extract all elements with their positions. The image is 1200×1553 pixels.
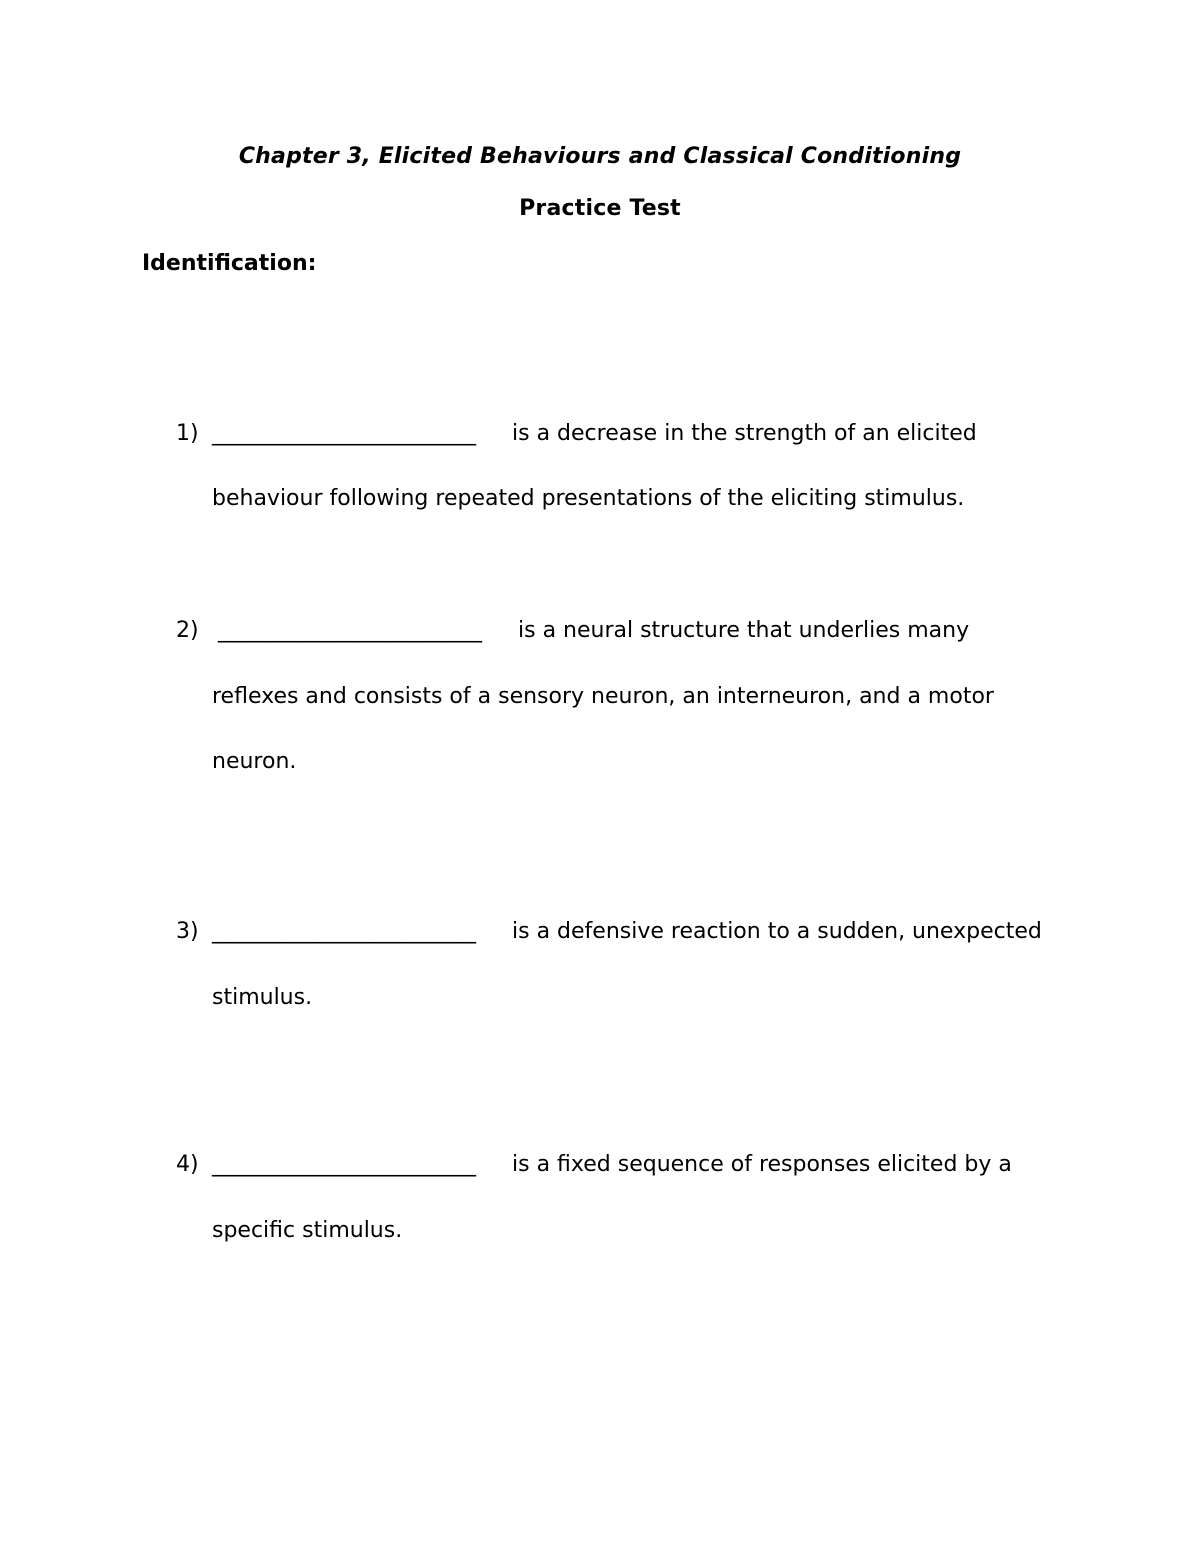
document-title: Chapter 3, Elicited Behaviours and Classical Conditioning [238, 144, 962, 169]
question-text-continued: stimulus. [212, 985, 313, 1010]
question-text-continued: specific stimulus. [212, 1218, 403, 1243]
question-text-continued: reflexes and consists of a sensory neuron, an interneuron, and a motor [212, 684, 994, 709]
question-text: is a decrease in the strength of an elicited [512, 421, 977, 446]
question-number: 2) [176, 618, 199, 643]
answer-blank: ________________________ [212, 1152, 476, 1177]
question-number: 4) [176, 1152, 199, 1177]
document-subtitle: Practice Test [519, 196, 681, 221]
question-text: is a defensive reaction to a sudden, unexpected [512, 919, 1042, 944]
answer-blank: ________________________ [218, 618, 482, 643]
question-text: is a neural structure that underlies many [518, 618, 970, 643]
question-number: 3) [176, 919, 199, 944]
question-text: is a fixed sequence of responses elicited by a [512, 1152, 1012, 1177]
question-text-continued: behaviour following repeated presentations of the eliciting stimulus. [212, 486, 965, 511]
answer-blank: ________________________ [212, 919, 476, 944]
question-text-continued: neuron. [212, 749, 297, 774]
question-number: 1) [176, 421, 199, 446]
answer-blank: ________________________ [212, 421, 476, 446]
section-heading: Identification: [142, 251, 317, 276]
